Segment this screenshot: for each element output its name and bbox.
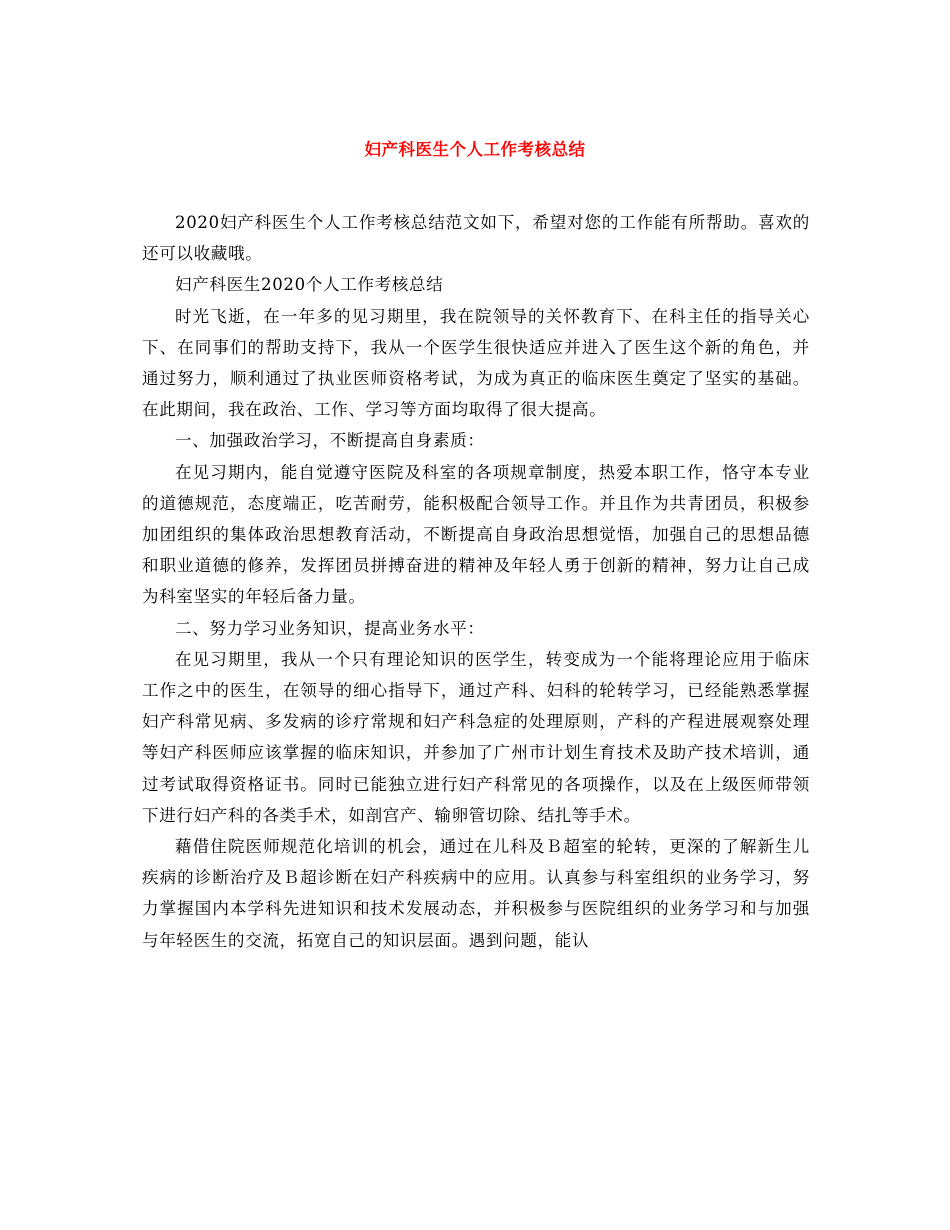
- paragraph-subtitle: 妇产科医生2020个人工作考核总结: [175, 275, 444, 295]
- section-heading-1: 一、加强政治学习，不断提高自身素质：: [175, 431, 485, 451]
- document-title: 妇产科医生个人工作考核总结: [364, 140, 586, 159]
- paragraph-section-1: 在见习期内，能自觉遵守医院及科室的各项规章制度，热爱本职工作，恪守本专业的道德规范，态度端正，吃苦耐劳，能积极配合领导工作。并且作为共青团员，积极参加团组织的集体政治思想教育活动，不断提高自身政治思想觉悟，加强自己的思想品德和职业道德的修养，发挥团员拼搏奋进的精神及年轻人勇于创新的精神，努力让自己成为科室坚实的年轻后备力量。: [142, 462, 810, 607]
- paragraph-section-2: 在见习期里，我从一个只有理论知识的医学生，转变成为一个能将理论应用于临床工作之中的医生，在领导的细心指导下，通过产科、妇科的轮转学习，已经能熟悉掌握妇产科常见病、多发病的诊疗常规和妇产科急症的处理原则，产科的产程进展观察处理等妇产科医师应该掌握的临床知识，并参加了广州市计划生育技术及助产技术培训，通过考试取得资格证书。同时已能独立进行妇产科常见的各项操作，以及在上级医师带领下进行妇产科的各类手术，如剖宫产、输卵管切除、结扎等手术。: [142, 649, 810, 825]
- document-body: [142, 207, 810, 956]
- section-heading-2: 二、努力学习业务知识，提高业务水平：: [175, 618, 485, 638]
- paragraph-opening: 时光飞逝，在一年多的见习期里，我在院领导的关怀教育下、在科主任的指导关心下、在同事们的帮助支持下，我从一个医学生很快适应并进入了医生这个新的角色，并通过努力，顺利通过了执业医师资格考试，为成为真正的临床医生奠定了坚实的基础。在此期间，我在政治、工作、学习等方面均取得了很大提高。: [142, 306, 810, 420]
- paragraph-training: 藉借住院医师规范化培训的机会，通过在儿科及Ｂ超室的轮转，更深的了解新生儿疾病的诊断治疗及Ｂ超诊断在妇产科疾病中的应用。认真参与科室组织的业务学习，努力掌握国内本学科先进知识和技术发展动态，并积极参与医院组织的业务学习和与加强与年轻医生的交流，拓宽自己的知识层面。遇到问题，能认: [142, 837, 810, 950]
- paragraph-intro: 2020妇产科医生个人工作考核总结范文如下，希望对您的工作能有所帮助。喜欢的还可以收藏哦。: [142, 213, 810, 264]
